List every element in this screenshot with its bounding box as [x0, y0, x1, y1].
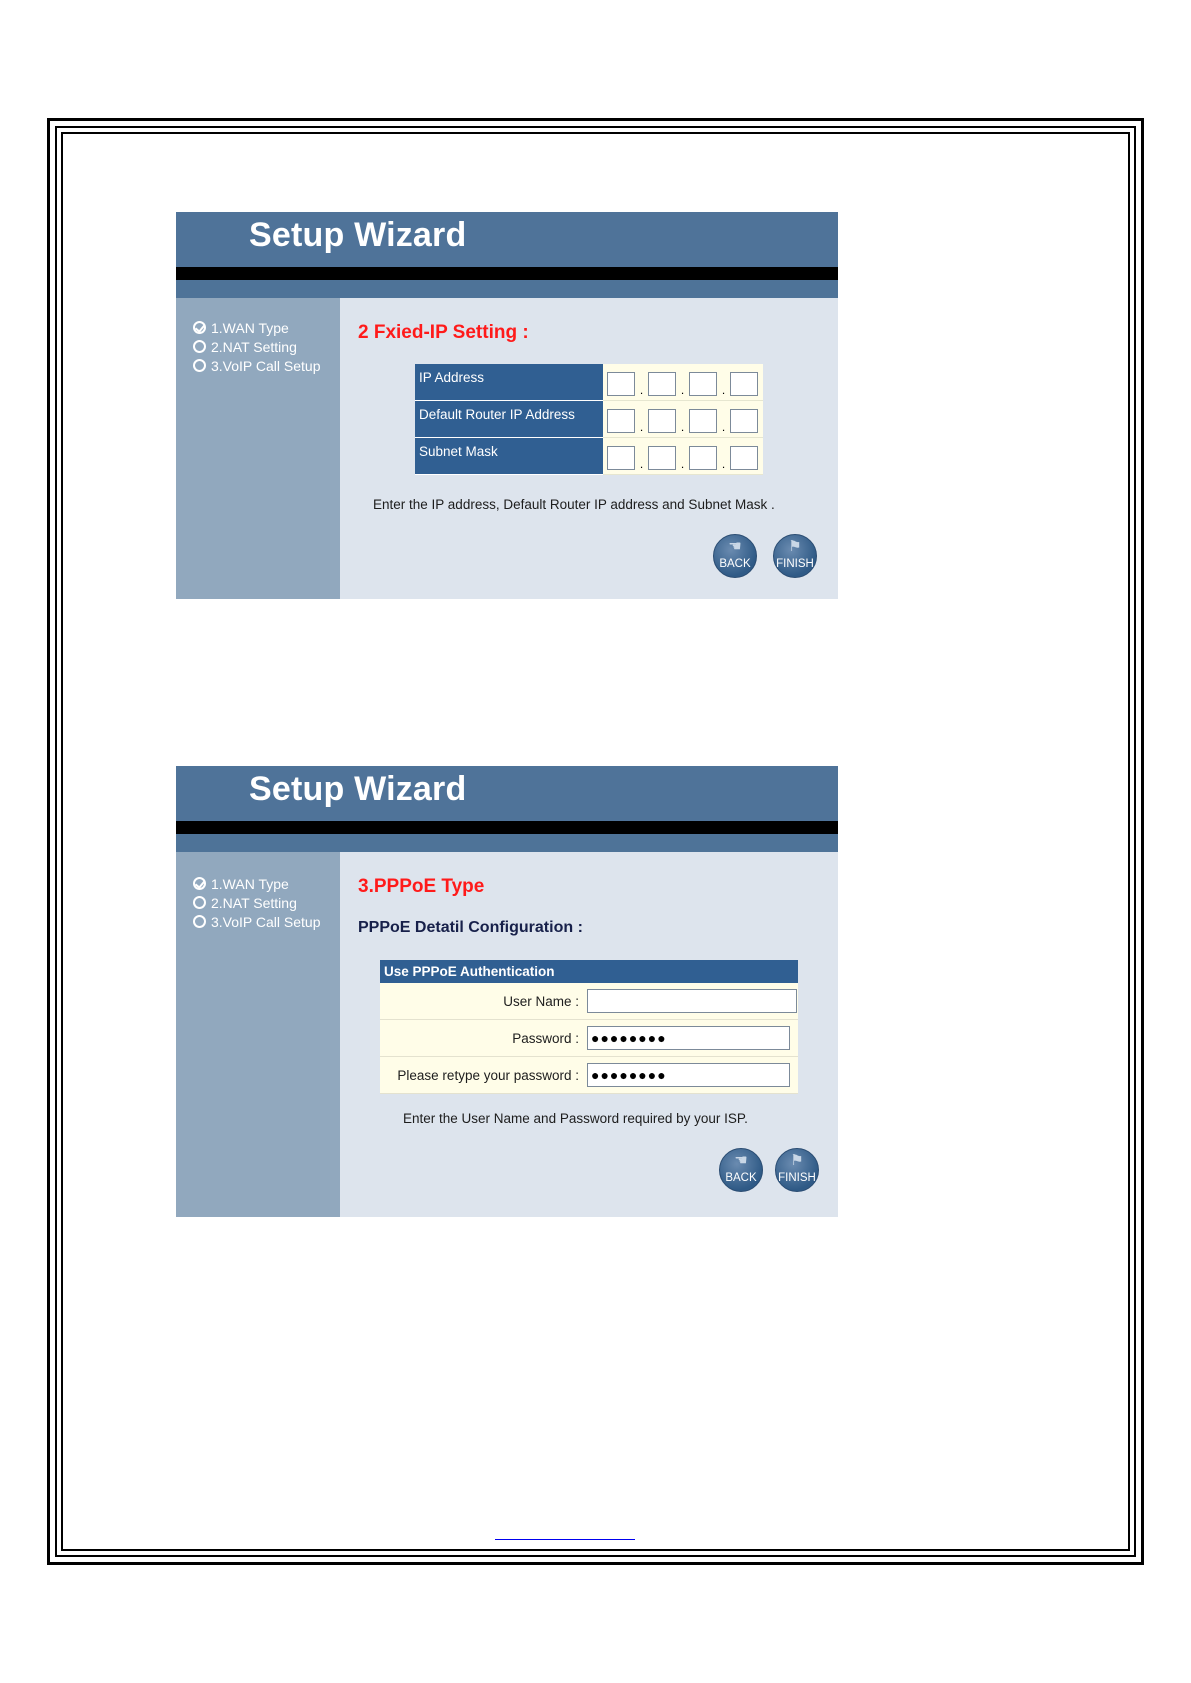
octet-input[interactable] — [607, 409, 635, 433]
subnet-mask-input: . . . — [603, 439, 763, 473]
wizard-steps-nav — [193, 318, 320, 375]
section-title: 3.PPPoE Type — [358, 876, 485, 897]
pppoe-wizard-screenshot — [176, 766, 838, 1217]
circle-icon — [193, 896, 206, 909]
step-voip-call-setup[interactable]: 3.VoIP Call Setup — [193, 356, 320, 375]
field-label: IP Address — [415, 364, 603, 401]
sub-title: PPPoE Detatil Configuration : — [358, 919, 583, 936]
ip-settings-table — [415, 364, 763, 475]
check-circle-icon — [193, 321, 206, 334]
wizard-title: Setup Wizard — [249, 770, 467, 808]
user-name-input[interactable] — [587, 989, 797, 1013]
table-row — [380, 983, 798, 1020]
flag-icon: ⚑ — [790, 1152, 804, 1169]
instruction-text: Enter the IP address, Default Router IP address and Subnet Mask . — [373, 497, 775, 512]
pppoe-auth-table — [380, 960, 798, 1094]
table-header: Use PPPoE Authentication — [380, 960, 798, 983]
octet-input[interactable] — [648, 409, 676, 433]
wizard-header — [176, 766, 838, 821]
step-nat-setting[interactable]: 2.NAT Setting — [193, 337, 320, 356]
field-label: Default Router IP Address — [415, 401, 603, 438]
instruction-text: Enter the User Name and Password required by your ISP. — [403, 1111, 748, 1126]
table-row — [380, 1057, 798, 1094]
circle-icon — [193, 340, 206, 353]
table-row — [380, 1020, 798, 1057]
back-button[interactable]: ☚ BACK — [713, 534, 757, 578]
retype-password-label: Please retype your password : — [380, 1057, 585, 1094]
octet-input[interactable] — [730, 372, 758, 396]
fixed-ip-wizard-screenshot — [176, 212, 838, 599]
password-label: Password : — [380, 1020, 585, 1057]
circle-icon — [193, 359, 206, 372]
octet-input[interactable] — [607, 372, 635, 396]
ip-address-input: . . . — [603, 365, 763, 399]
field-label: Subnet Mask — [415, 438, 603, 475]
hand-icon: ☚ — [728, 538, 742, 555]
octet-input[interactable] — [607, 446, 635, 470]
octet-input[interactable] — [730, 409, 758, 433]
step-nat-setting[interactable]: 2.NAT Setting — [193, 893, 320, 912]
wizard-header — [176, 212, 838, 267]
circle-icon — [193, 915, 206, 928]
back-button[interactable]: ☚ BACK — [719, 1148, 763, 1192]
step-voip-call-setup[interactable]: 3.VoIP Call Setup — [193, 912, 320, 931]
retype-password-input[interactable]: ●●●●●●●● — [587, 1063, 790, 1087]
finish-button[interactable]: ⚑ FINISH — [773, 534, 817, 578]
step-wan-type[interactable]: 1.WAN Type — [193, 318, 320, 337]
octet-input[interactable] — [648, 446, 676, 470]
octet-input[interactable] — [730, 446, 758, 470]
wizard-steps-nav — [193, 874, 320, 931]
octet-input[interactable] — [648, 372, 676, 396]
footer-link[interactable] — [495, 1537, 635, 1540]
section-title: 2 Fxied-IP Setting : — [358, 322, 529, 343]
router-ip-input: . . . — [603, 402, 763, 436]
octet-input[interactable] — [689, 409, 717, 433]
finish-button[interactable]: ⚑ FINISH — [775, 1148, 819, 1192]
step-wan-type[interactable]: 1.WAN Type — [193, 874, 320, 893]
wizard-title: Setup Wizard — [249, 216, 467, 254]
user-name-label: User Name : — [380, 983, 585, 1020]
hand-icon: ☚ — [734, 1152, 748, 1169]
password-input[interactable]: ●●●●●●●● — [587, 1026, 790, 1050]
check-circle-icon — [193, 877, 206, 890]
octet-input[interactable] — [689, 372, 717, 396]
octet-input[interactable] — [689, 446, 717, 470]
flag-icon: ⚑ — [788, 538, 802, 555]
